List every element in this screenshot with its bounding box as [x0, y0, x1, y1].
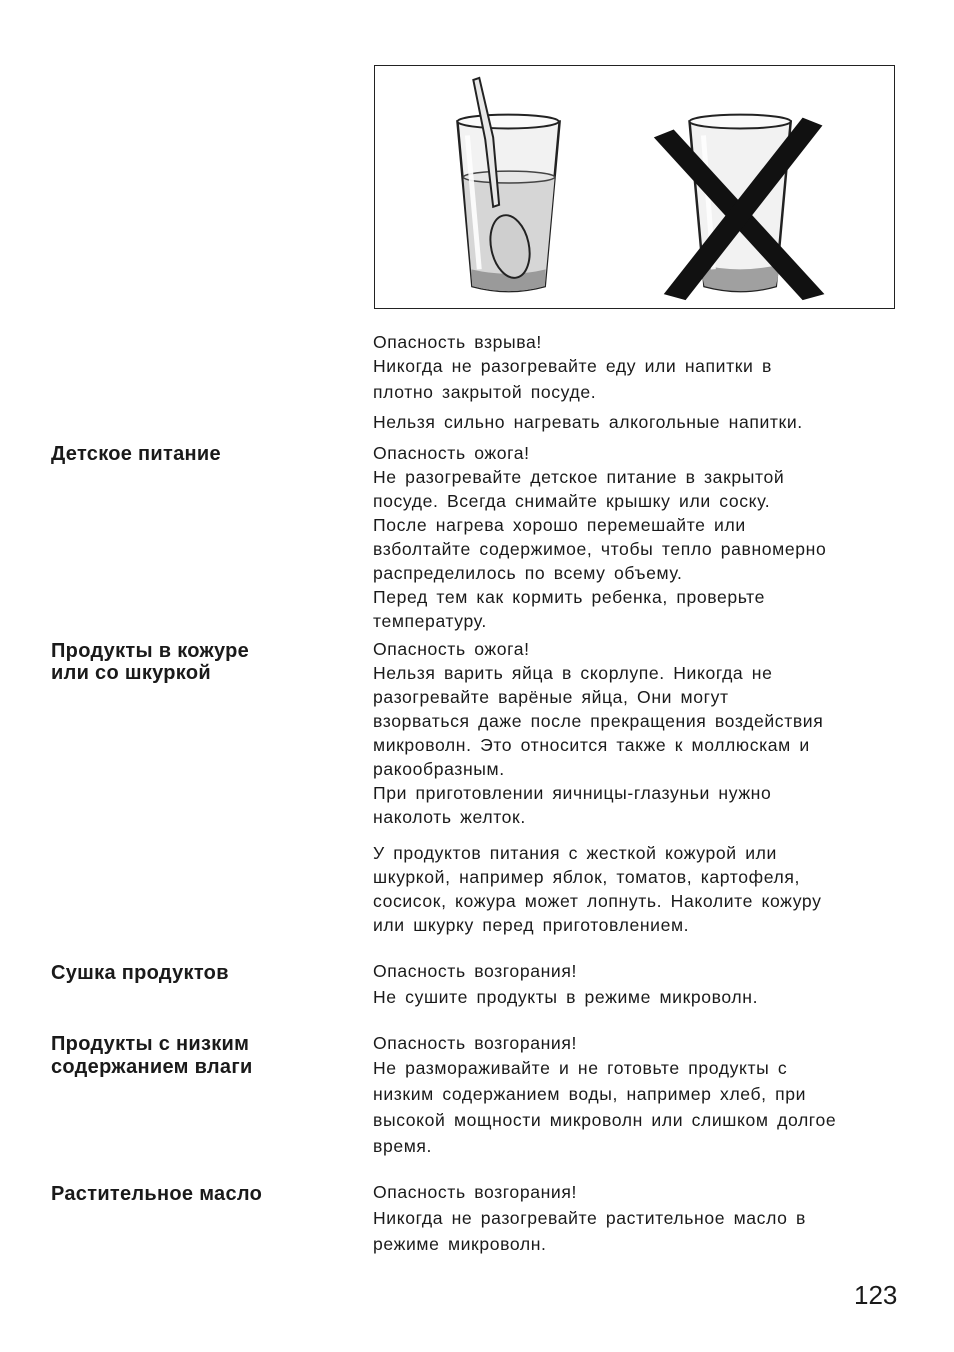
drying-warning: Опасность возгорания! — [373, 961, 577, 981]
glass-with-spoon-icon — [457, 78, 559, 291]
intro-warning: Опасность взрыва! — [373, 332, 542, 352]
intro-alcohol: Нельзя сильно нагревать алкогольные напитки. — [373, 412, 803, 432]
low-moisture-warning: Опасность возгорания! — [373, 1033, 577, 1053]
heading-baby-food: Детское питание — [51, 443, 221, 465]
low-moisture-text: Не размораживайте и не готовьте продукты с низким содержанием воды, например хлеб, при высокой мощности микроволн или слишком долгое время. — [373, 1058, 837, 1156]
heading-low-moisture: Продукты с низким содержанием влаги — [51, 1033, 253, 1078]
peel-warning: Опасность ожога! — [373, 639, 530, 659]
heading-peel-products: Продукты в кожуре или со шкуркой — [51, 640, 250, 684]
oil-text: Никогда не разогревайте растительное масло в режиме микроволн. — [373, 1208, 806, 1254]
heading-drying: Сушка продуктов — [51, 962, 229, 984]
peel-text-2: У продуктов питания с жесткой кожурой или шкуркой, например яблок, томатов, картофеля, сосисок, кожура может лопнуть. Наколите кожуру или шкурку перед приготовлением. — [373, 843, 822, 935]
illustration-glasses — [374, 65, 895, 309]
drying-text: Не сушите продукты в режиме микроволн. — [373, 987, 759, 1007]
page-number: 123 — [854, 1280, 898, 1310]
intro-text: Никогда не разогревайте еду или напитки в плотно закрытой посуде. — [373, 356, 772, 402]
baby-food-warning: Опасность ожога! — [373, 443, 530, 463]
oil-warning: Опасность возгорания! — [373, 1182, 577, 1202]
heading-vegetable-oil: Растительное масло — [51, 1183, 263, 1205]
baby-food-text: Не разогревайте детское питание в закрытой посуде. Всегда снимайте крышку или соску. После нагрева хорошо перемешайте или взболтайте содержимое, чтобы тепло равномерно распределилось по всему объему. Перед тем как кормить ребенка, проверьте температуру. — [373, 467, 827, 631]
peel-text: Нельзя варить яйца в скорлупе. Никогда не разогревайте варёные яйца, Они могут взорваться даже после прекращения воздействия микроволн. Это относится также к моллюскам и ракообразным. При приготовлении яичницы-глазуньи нужно наколоть желток. — [373, 663, 824, 827]
glass-crossed-icon — [654, 115, 825, 300]
